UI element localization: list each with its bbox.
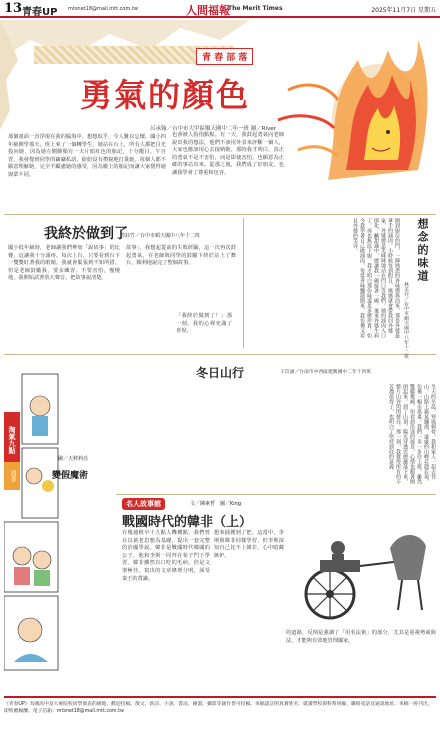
hero-text-col1: 那個畫面一直浮現在我的腦海中，想想似乎，令人難以忘懷。國小四年級開學那天，班上來了一個轉學生，她站在台上，所有人都把目光投向她，因為她左側臉頰有一大片暗紅色的胎記，十分醒目。午自習，我發覺到同學的竊竊私語，紛紛沒有禮貌地打量她。每個人都不願意理解她，完全不顧慮她的感受，因為臉上的胎記而讓大家覺得她與眾不同。: [8, 134, 166, 178]
comic-tag: 淘氣九點: [4, 412, 20, 468]
divider-s4: [116, 494, 436, 495]
article-vertical-body: 開到廚房的門，一陣熟悉的香味撲鼻而來，那是外婆最拿手的滷肉。小時候每到假日，媽媽就會帶我回外婆家，外婆總是笑咪咪地站在門口等我們。她的滷肉入口即化，鹹甜適中，總讓我一碗接著一碗。後來外婆生病了，再也無法下廚，我才明白那份味道是多麼珍貴。如今我學著自己做滷肉，每當香味飄散開來，我彷彿又看見外婆的笑容。: [352, 218, 400, 338]
article-title-4: 戰國時代的韓非（上）: [122, 515, 253, 530]
header-email[interactable]: mtsnet18@mail.mtt.com.tw: [68, 6, 139, 12]
hero-section: [0, 20, 440, 212]
article-title-vertical: 想念的味道: [416, 218, 429, 283]
article-title-2: 我終於做到了: [44, 226, 128, 242]
comic-strip: [4, 372, 60, 674]
page-header: [0, 0, 440, 18]
flame-illustration: [268, 20, 440, 212]
article-byline-4: 文／陳素哲 圖／King: [190, 501, 242, 507]
comic-tag-secondary: 漫畫: [4, 462, 20, 490]
footer-submission-notice: 《青春UP》為國高中及大專院校同學發表的園地，歡迎投稿。散文、新詩、小說、書法、繪畫、攝影等創作皆可投稿。來稿請註明真實姓名、就讀學校與科系班級、聯絡電話及通訊地址。來稿一經刊出，即致贈稿酬。電子信箱：mtsnet18@mail.mtt.com.tw: [4, 702, 433, 714]
page-footer: [4, 696, 436, 732]
hero-headline: 勇氣的顏色: [80, 76, 251, 114]
issue-date: 2025年11月7日 星期五: [371, 7, 436, 14]
comic-author: 圖／天秤莉亮: [58, 456, 89, 462]
article-4-col1: 有幾週稍早十九點人機構點，我們曾在以黃老思想為基礎，提出一套完整的治國學說。韓非是戰國時代韓國的公子，他和李斯一同拜在荀子門下學習。韓非雖然有口吃的毛病，但是文筆極佳，寫出的文章條理分明，深受秦王的賞識。: [122, 530, 210, 582]
divider-mid-h: [4, 354, 436, 355]
divider-top: [4, 214, 436, 215]
article-2-col2: 故事」，我想起從前的失敗經驗，這一次再次鼓起勇氣，在老師與同學的鼓勵下終於站上了舞台，順利地說完了整個故事。: [126, 245, 236, 267]
section-name: 青春UP: [22, 7, 58, 18]
article-2-col3: 「我終於做到了！」那一刻，我的心裡充滿了喜悅。: [176, 313, 232, 335]
article-title-3: 冬日山行: [196, 366, 245, 380]
newspaper-logo-en: The Merit Times: [228, 5, 283, 12]
article-byline-3: 王苡涵／台南市中西區建興國中二年十四班: [280, 370, 372, 375]
article-2-col1: 國小低年級時，老師讓我們參加「說故事」的比賽，這讓我十分頭疼。每次上台，只要看到台下一雙雙盯著我的眼睛，我就會緊張到不知所措。但是老師鼓勵我，要多練習，不要害怕，慢慢地，我開始試著放大聲音，把故事說清楚。: [8, 245, 120, 282]
article-byline-2: 曾鈺竹／台中市順天國中八年十二班: [120, 233, 201, 239]
column-badge: 青 春 部 落: [196, 48, 253, 65]
article-byline-vertical: 林美伶／台中市順天國中八年十二班: [403, 282, 408, 359]
chariot-illustration: [290, 520, 436, 626]
article-3-body: 冬天的早晨，寒風刺骨，我和家人一起去登山。山路上霧氣瀰漫，遠處的山峰若隱若現，彷彿一幅水墨畫。我們一步一步往上爬，雖然雙腿痠痛，但看到沿途的風景，心情也跟著開朗起來。到了山頂，陽光穿透雲層灑落下來，整片山谷閃閃發亮。那一刻，我覺得所有的辛苦都值得了，也明白了堅持到底的意義。: [388, 384, 436, 484]
newspaper-logo: 人間福報: [186, 4, 230, 17]
hero-text-col2: 也會被人指指點點。有一天，我鼓起勇氣向老師說出我的想法，他們不該用外表來評斷一個人，大家也應該用心去接納她。那時我才明白，真正的勇氣不是不害怕，而是即使害怕，也願意為正確的事站出來。從那之後，我們成了好朋友，也讓我學會了尊重和包容。: [172, 132, 284, 176]
comic-title: 變假魔術: [52, 471, 89, 481]
hero-byline: 呂承翰／台中市大甲區順天國中二年一班 圖／River: [150, 126, 276, 132]
divider-mid: [243, 218, 244, 348]
column-tag-celebrity: 名人故事館: [122, 498, 165, 510]
article-4-col3: 的道路，反倒是強調了「用名法術」的部分，尤其是重視勢威與法，才能夠有效地管理國家。: [286, 630, 436, 644]
article-4-col2: 想來捕獲到了把。這當中，李斯與韓非同樣學習，但李斯深知自己比不上韓非，心中暗藏嫉妒。: [214, 530, 284, 559]
page-number: 13: [4, 1, 23, 16]
